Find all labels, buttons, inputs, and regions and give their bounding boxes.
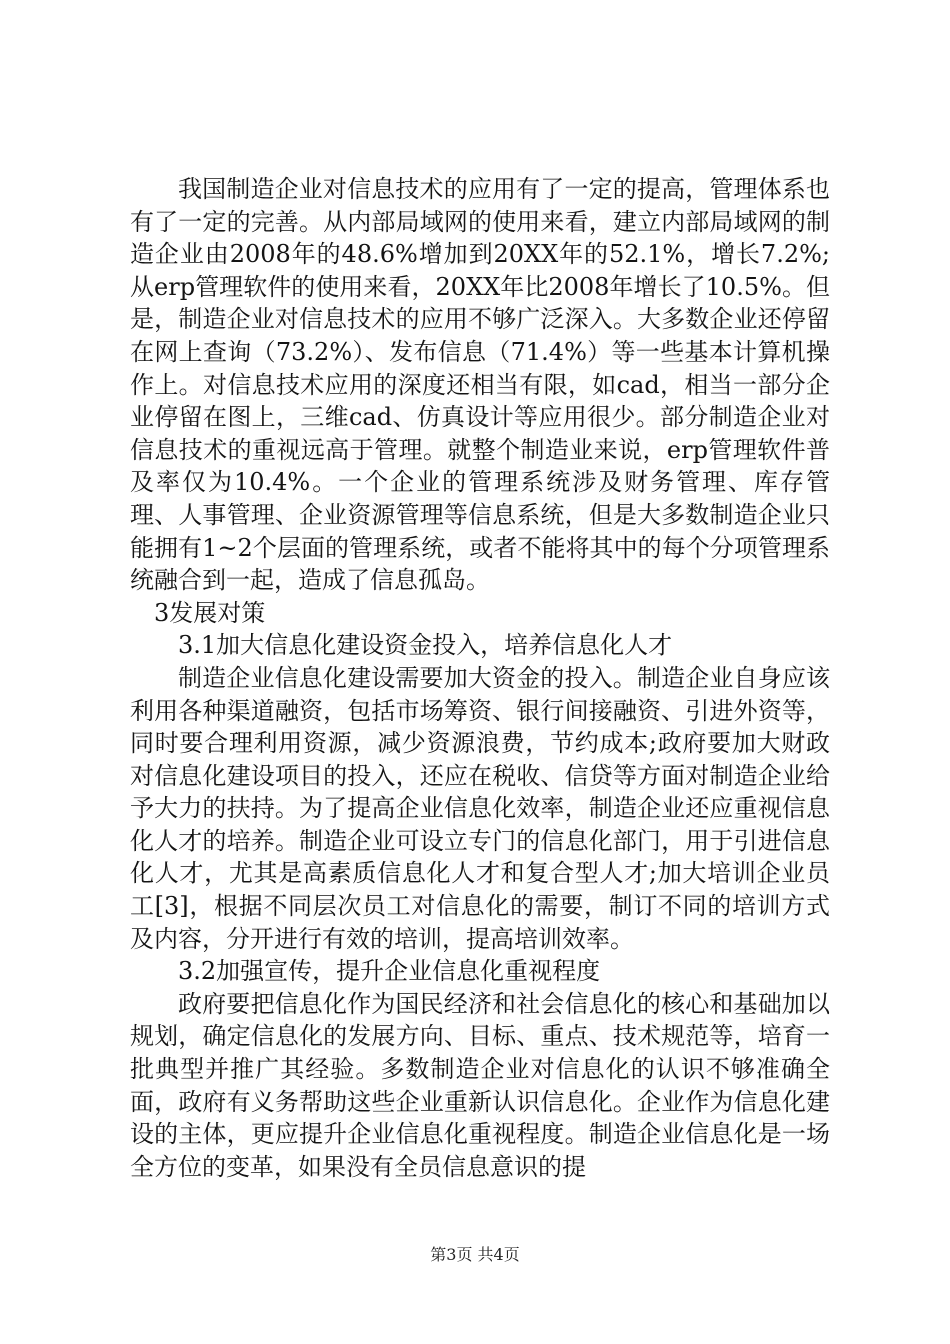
page-footer: 第3页 共4页 [430,1245,520,1264]
paragraph-info-tech-status: 我国制造企业对信息技术的应用有了一定的提高，管理体系也有了一定的完善。从内部局域网的使用来看，建立内部局域网的制造企业由2008年的48.6%增加到20XX年的52.1%，增长7.2%;从erp管理软件的使用来看，20XX年比2008年增长了10.5%。但是，制造企业对信息技术的应用不够广泛深入。大多数企业还停留在网上查询（73.2%）、发布信息（71.4%）等一些基本计算机操作上。对信息技术应用的深度还相当有限，如cad，相当一部分企业停留在图上，三维cad、仿真设计等应用很少。部分制造企业对信息技术的重视远高于管理。就整个制造业来说，erp管理软件普及率仅为10.4%。一个企业的管理系统涉及财务管理、库存管理、人事管理、企业资源管理等信息系统，但是大多数制造企业只能拥有1~2个层面的管理系统，或者不能将其中的每个分项管理系统融合到一起，造成了信息孤岛。 [130,175,830,595]
document-body [130,173,830,1183]
subsection-heading-3-1: 3.1加大信息化建设资金投入，培养信息化人才 [178,631,673,660]
subsection-heading-3-2: 3.2加强宣传，提升企业信息化重视程度 [178,957,601,986]
paragraph-publicity: 政府要把信息化作为国民经济和社会信息化的核心和基础加以规划，确定信息化的发展方向、目标、重点、技术规范等，培育一批典型并推广其经验。多数制造企业对信息化的认识不够准确全面，政府有义务帮助这些企业重新认识信息化。企业作为信息化建设的主体，更应提升企业信息化重视程度。制造企业信息化是一场全方位的变革，如果没有全员信息意识的提 [130,989,830,1181]
paragraph-funding-talent: 制造企业信息化建设需要加大资金的投入。制造企业自身应该利用各种渠道融资，包括市场筹资、银行间接融资、引进外资等，同时要合理利用资源，减少资源浪费，节约成本;政府要加大财政对信息化建设项目的投入，还应在税收、信贷等方面对制造企业给予大力的扶持。为了提高企业信息化效率，制造企业还应重视信息化人才的培养。制造企业可设立专门的信息化部门，用于引进信息化人才，尤其是高素质信息化人才和复合型人才;加大培训企业员工[3]，根据不同层次员工对信息化的需要，制订不同的培训方式及内容，分开进行有效的培训，提高培训效率。 [130,663,830,953]
section-heading-development-strategies: 3发展对策 [154,598,266,627]
